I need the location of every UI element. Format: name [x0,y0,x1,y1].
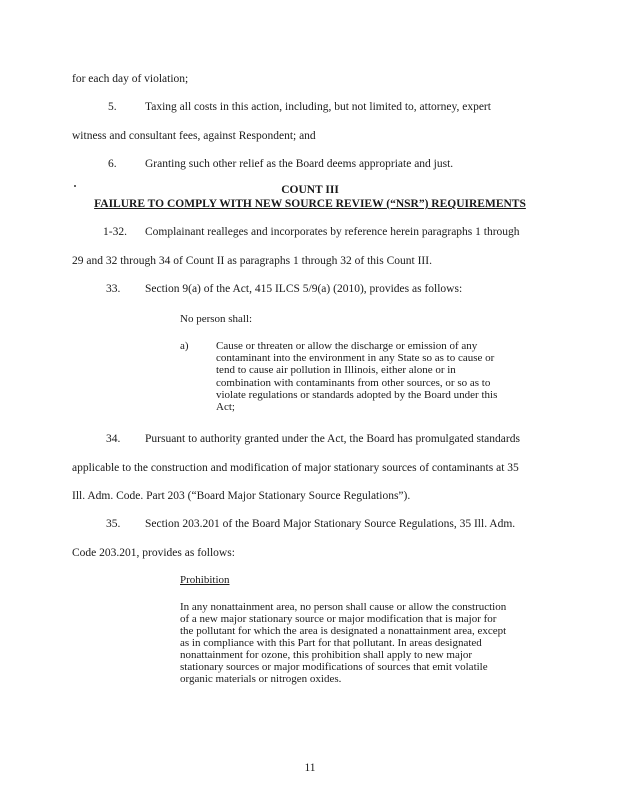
para-1-32-number: 1-32. [103,226,127,238]
quote-item-line: violate regulations or standards adopted by the Board under this [216,389,498,401]
para-34-continuation: applicable to the construction and modification of major stationary sources of contaminants at 35 [72,462,519,474]
quote-line: organic materials or nitrogen oxides. [180,673,342,685]
page-number: 11 [304,762,316,774]
quote-line: as in compliance with this Part for that pollutant. In areas designated [180,637,482,649]
para-34-number: 34. [106,433,121,445]
para-5-text: Taxing all costs in this action, including, but not limited to, attorney, expert [145,101,491,113]
para-35-text: Section 203.201 of the Board Major Stationary Source Regulations, 35 Ill. Adm. [145,518,516,530]
para-6-number: 6. [108,158,117,170]
quote-item-label: a) [180,340,189,352]
para-6-text: Granting such other relief as the Board deems appropriate and just. [145,158,454,170]
quote-title: Prohibition [180,574,230,586]
quote-line: the pollutant for which the area is designated a nonattainment area, except [180,625,507,637]
quote-item-line: combination with contaminants from other sources, or so as to [216,377,491,389]
para-34-continuation: Ill. Adm. Code. Part 203 (“Board Major Stationary Source Regulations”). [72,490,411,502]
violation-line: for each day of violation; [72,73,189,85]
quote-item-line: Cause or threaten or allow the discharge or emission of any [216,340,478,352]
para-33-number: 33. [106,283,121,295]
para-1-32-text: Complainant realleges and incorporates by reference herein paragraphs 1 through [145,226,520,238]
para-5-number: 5. [108,101,117,113]
para-33-text: Section 9(a) of the Act, 415 ILCS 5/9(a) (2010), provides as follows: [145,283,463,295]
para-35-continuation: Code 203.201, provides as follows: [72,547,235,559]
quote-item-line: tend to cause air pollution in Illinois, either alone or in [216,364,456,376]
quote-line: In any nonattainment area, no person shall cause or allow the construction [180,601,507,613]
para-5-continuation: witness and consultant fees, against Respondent; and [72,130,316,142]
para-35-number: 35. [106,518,121,530]
quote-intro: No person shall: [180,313,253,325]
para-1-32-continuation: 29 and 32 through 34 of Count II as paragraphs 1 through 32 of this Count III. [72,255,432,267]
count-subtitle: FAILURE TO COMPLY WITH NEW SOURCE REVIEW (“NSR”) REQUIREMENTS [94,198,526,210]
count-title: COUNT III [281,184,339,196]
quote-line: stationary sources or major modifications of sources that emit volatile [180,661,488,673]
quote-line: nonattainment for ozone, this prohibition shall apply to new major [180,649,473,661]
quote-line: of a new major stationary source or major modification that is major for [180,613,497,625]
quote-item-line: Act; [216,401,235,413]
quote-item-line: contaminant into the environment in any State so as to cause or [216,352,495,364]
para-34-text: Pursuant to authority granted under the Act, the Board has promulgated standards [145,433,520,445]
